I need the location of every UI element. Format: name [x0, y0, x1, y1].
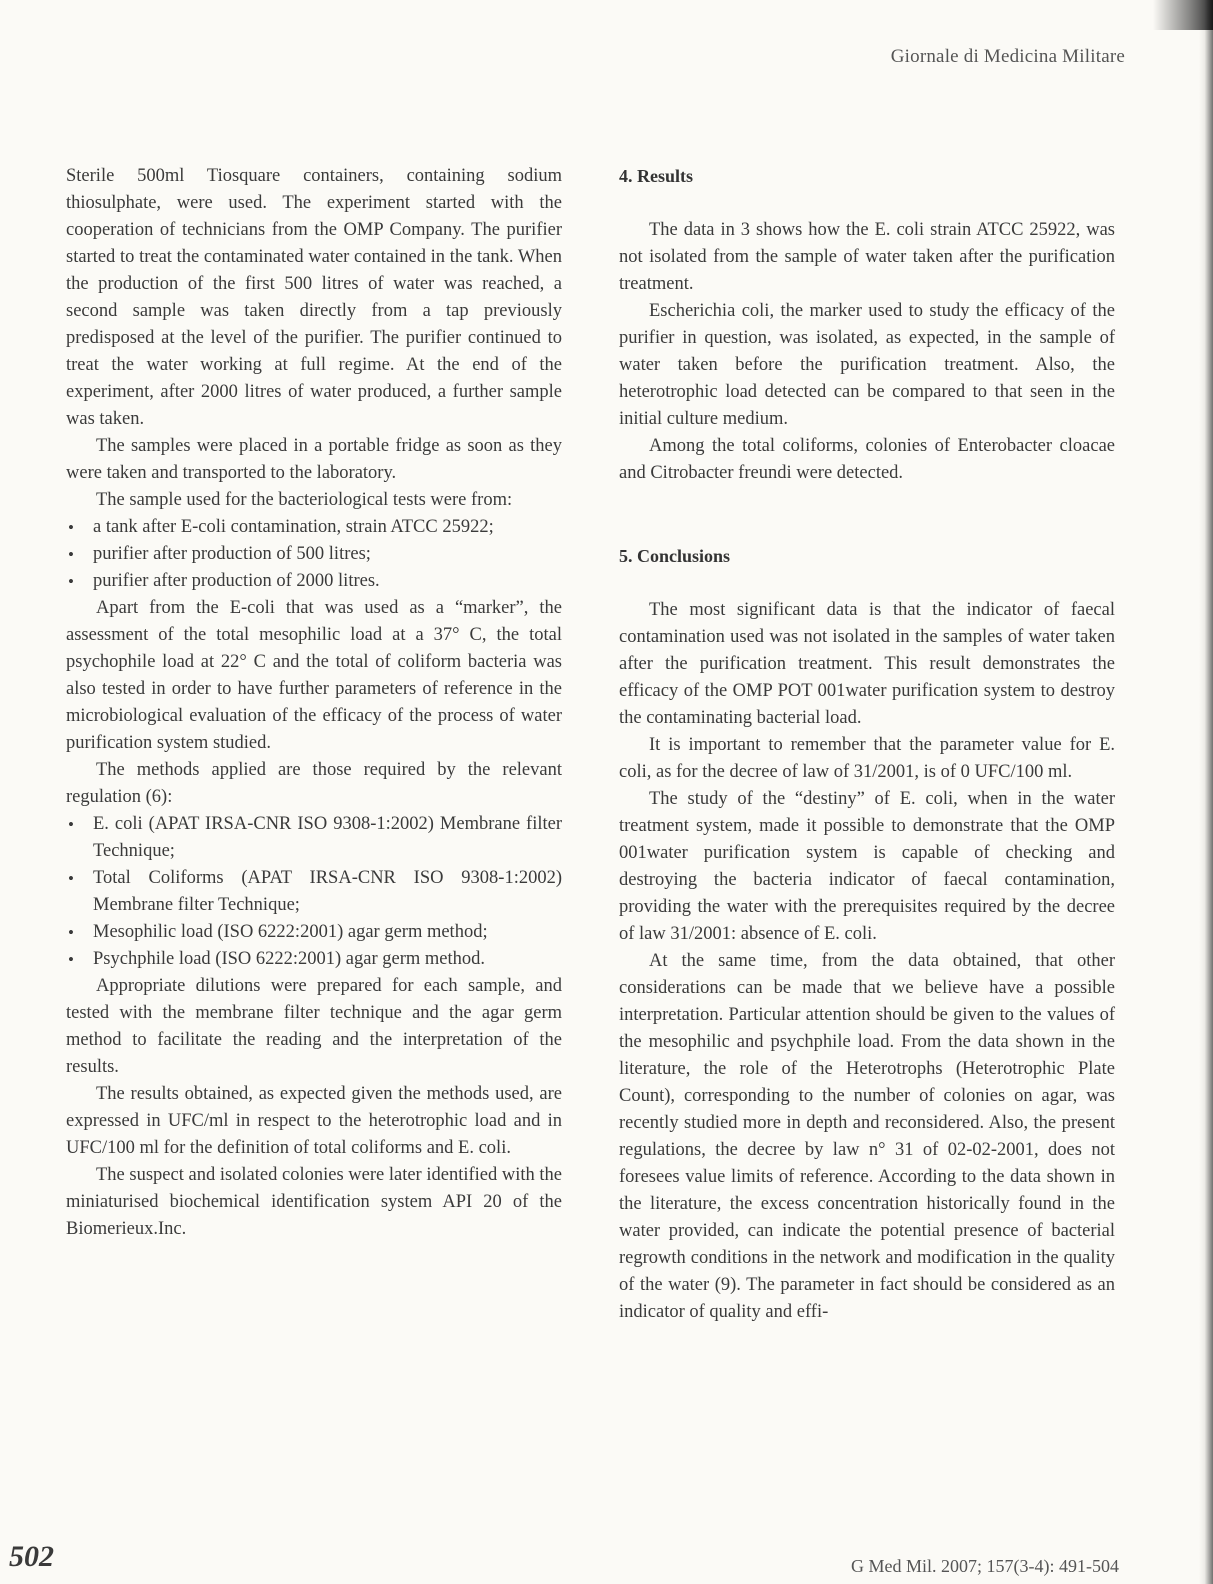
paragraph: At the same time, from the data obtained, that other considerations can be made that we believe have a possible interpretation. Particular attention should be given to the values of the mesophilic and psychphile load. From the data shown in the literature, the role of the Heterotrophs (Heterotrophic Plate Count), corresponding to the number of colonies on agar, was recently studied more in depth and reconsidered. Also, the present regulations, the decree by law n° 31 of 02-02-2001, does not foresees value limits of reference. According to the data shown in the literature, the excess concentration historically found in the water provided, can indicate the potential presence of bacterial regrowth conditions in the network and modification in the quality of the water (9). The parameter in fact should be considered as an indicator of quality and effi-: [619, 951, 1115, 1322]
paragraph: The methods applied are those required by the relevant regulation (6):: [66, 760, 562, 807]
methods-list: [66, 811, 562, 973]
results-heading: 4. Results: [619, 166, 694, 186]
right-column: [619, 163, 1115, 1326]
list-item: • Mesophilic load (ISO 6222:2001) agar germ method;: [66, 919, 562, 946]
paragraph: Escherichia coli, the marker used to study the efficacy of the purifier in question, was isolated, as expected, in the sample of water taken before the purification treatment. Also, the heterotrophic load detected can be compared to that seen in the initial culture medium.: [619, 301, 1115, 429]
paragraph: The suspect and isolated colonies were later identified with the miniaturised biochemical identification system API 20 of the Biomerieux.Inc.: [66, 1165, 562, 1239]
paragraph: The samples were placed in a portable fridge as soon as they were taken and transported to the laboratory.: [66, 436, 562, 483]
conclusions-heading: 5. Conclusions: [619, 546, 731, 566]
paragraph: Apart from the E-coli that was used as a “marker”, the assessment of the total mesophilic load at a 37° C, the total psychophile load at 22° C and the total of coliform bacteria was also tested in order to have further parameters of reference in the microbiological evaluation of the efficacy of the process of water purification system studied.: [66, 598, 562, 753]
journal-header: Giornale di Medicina Militare: [890, 46, 1125, 67]
left-column: [66, 163, 562, 1243]
list-item: • a tank after E-coli contamination, strain ATCC 25922;: [66, 514, 562, 541]
sample-source-list: [66, 514, 562, 595]
list-item: • purifier after production of 2000 litres.: [66, 568, 562, 595]
list-item: • E. coli (APAT IRSA-CNR ISO 9308-1:2002) Membrane filter Technique;: [66, 811, 562, 865]
page-number: 502: [9, 1540, 54, 1573]
paragraph: Among the total coliforms, colonies of Enterobacter cloacae and Citrobacter freundi were detected.: [619, 436, 1115, 483]
journal-citation: G Med Mil. 2007; 157(3-4): 491-504: [851, 1556, 1119, 1576]
paragraph: Appropriate dilutions were prepared for each sample, and tested with the membrane filter technique and the agar germ method to facilitate the reading and the interpretation of the results.: [66, 976, 562, 1077]
page-edge-shadow: [1199, 0, 1213, 1584]
paragraph: Sterile 500ml Tiosquare containers, containing sodium thiosulphate, were used. The experiment started with the cooperation of technicians from the OMP Company. The purifier started to treat the contaminated water contained in the tank. When the production of the first 500 litres of water was reached, a second sample was taken directly from a tap previously predisposed at the level of the purifier. The purifier continued to treat the water working at full regime. At the end of the experiment, after 2000 litres of water produced, a further sample was taken.: [66, 166, 562, 429]
list-item: • Psychphile load (ISO 6222:2001) agar germ method.: [66, 946, 562, 973]
paragraph: It is important to remember that the parameter value for E. coli, as for the decree of law of 31/2001, is of 0 UFC/100 ml.: [619, 735, 1115, 782]
list-item: • purifier after production of 500 litres;: [66, 541, 562, 568]
list-item: • Total Coliforms (APAT IRSA-CNR ISO 9308-1:2002) Membrane filter Technique;: [66, 865, 562, 919]
paragraph: The data in 3 shows how the E. coli strain ATCC 25922, was not isolated from the sample of water taken after the purification treatment.: [619, 220, 1115, 294]
paragraph: The sample used for the bacteriological tests were from:: [96, 490, 513, 510]
paragraph: The study of the “destiny” of E. coli, when in the water treatment system, made it possible to demonstrate that the OMP 001water purification system is capable of checking and destroying the bacteria indicator of faecal contamination, providing the water with the prerequisites required by the decree of law 31/2001: absence of E. coli.: [619, 789, 1115, 944]
paragraph: The results obtained, as expected given the methods used, are expressed in UFC/ml in respect to the heterotrophic load and in UFC/100 ml for the definition of total coliforms and E. coli.: [66, 1084, 562, 1158]
paragraph: The most significant data is that the indicator of faecal contamination used was not isolated in the samples of water taken after the purification treatment. This result demonstrates the efficacy of the OMP POT 001water purification system to destroy the contaminating bacterial load.: [619, 600, 1115, 728]
